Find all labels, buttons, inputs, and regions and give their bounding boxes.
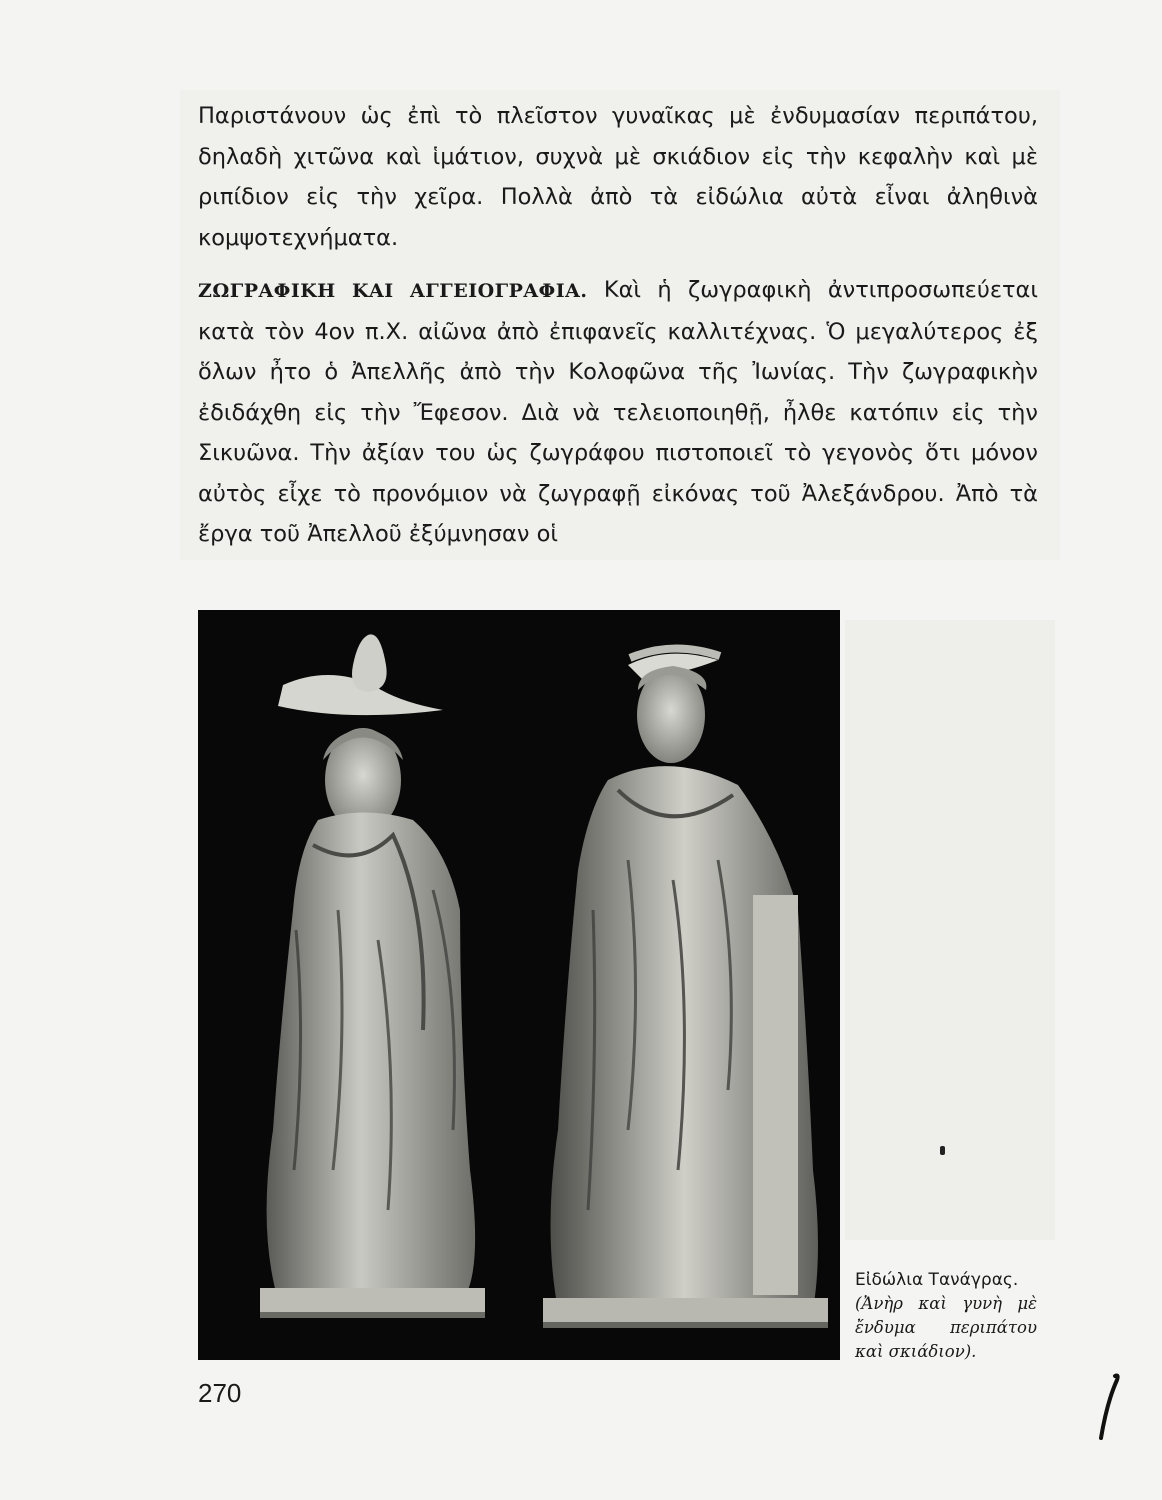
show-through-shadow (845, 620, 1055, 1240)
intro-text: Παριστάνουν ὡς ἐπὶ τὸ πλεῖστον γυναῖκας μὲ ἐνδυμασίαν περιπάτου, δηλαδὴ χιτῶνα καὶ ἱμάτιον, συχνὰ μὲ σκιάδιον εἰς τὴν κεφαλὴν καὶ μὲ ριπίδιον εἰς τὴν χεῖρα. Πολλὰ ἀπὸ τὰ εἰδώλια αὐτὰ εἶναι ἀληθινὰ κομψοτεχνήματα. (198, 103, 1038, 251)
section-paragraph (198, 270, 1038, 555)
margin-pen-mark (1093, 1372, 1123, 1446)
tanagra-figurines-photo (198, 610, 840, 1360)
section-body: Καὶ ἡ ζωγραφικὴ ἀντιπροσωπεύεται κατὰ τὸν 4ον π.Χ. αἰῶνα ἀπὸ ἐπιφανεῖς καλλιτέχνας. Ὁ μεγαλύτερος ἐξ ὅλων ἦτο ὁ Ἀπελλῆς ἀπὸ τὴν Κολοφῶνα τῆς Ἰωνίας. Τὴν ζωγραφικὴν ἐδιδάχθη εἰς τὴν Ἔφεσον. Διὰ νὰ τελειοποιηθῇ, ἦλθε κατόπιν εἰς τὴν Σικυῶνα. Τὴν ἀξίαν του ὡς ζωγράφου πιστοποιεῖ τὸ γεγονὸς ὅτι μόνον αὐτὸς εἶχε τὸ προνόμιον νὰ ζωγραφῇ εἰκόνας τοῦ Ἀλεξάνδρου. Ἀπὸ τὰ ἔργα τοῦ Ἀπελλοῦ ἐξύμνησαν οἱ (198, 277, 1038, 547)
ink-speck (940, 1146, 945, 1155)
painting-section (198, 270, 1038, 555)
section-heading: ΖΩΓΡΑΦΙΚΗ ΚΑΙ ΑΓΓΕΙΟΓΡΑΦΙΑ. (198, 280, 588, 302)
figure-caption (855, 1268, 1037, 1364)
page-number: 270 (198, 1378, 242, 1408)
man-figurine (543, 648, 828, 1328)
caption-detail: (Ἀνὴρ καὶ γυνὴ μὲ ἔνδυμα περιπάτου καὶ σκιάδιον). (855, 1294, 1037, 1361)
intro-paragraph (198, 96, 1038, 258)
woman-figurine (260, 634, 485, 1318)
caption-title: Εἰδώλια Τανάγρας. (855, 1270, 1019, 1290)
